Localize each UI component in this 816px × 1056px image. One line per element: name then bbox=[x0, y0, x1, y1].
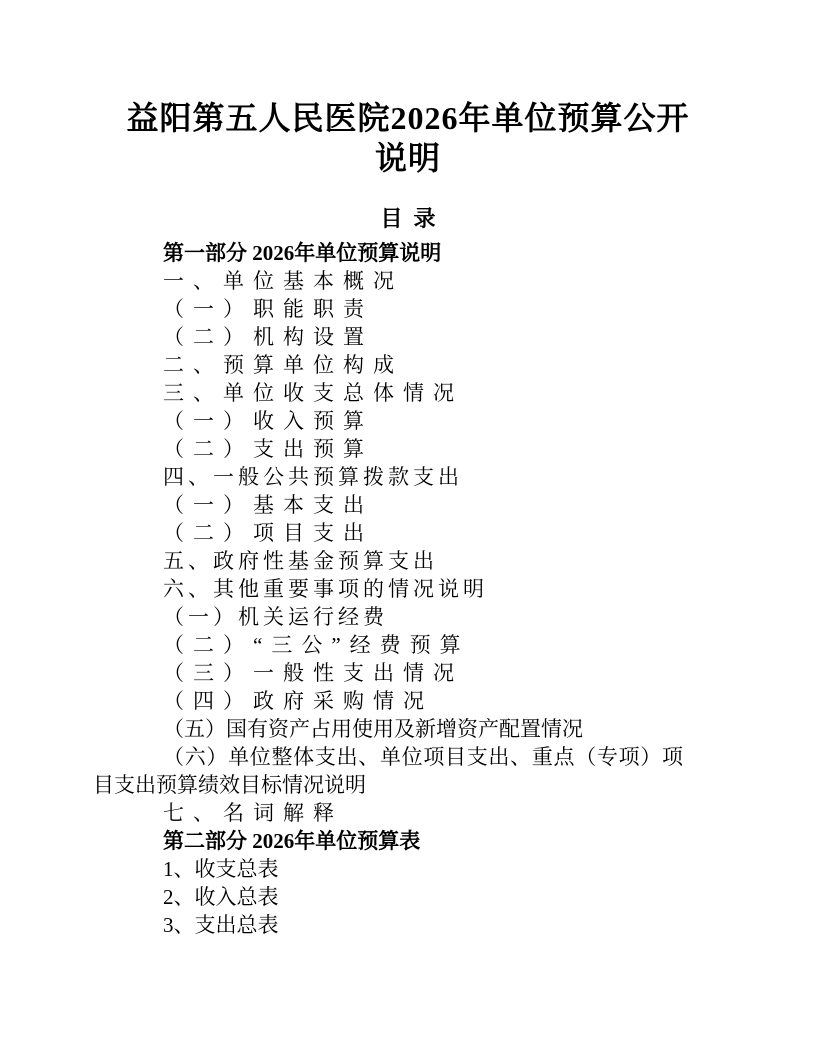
toc-heading: 目 录 bbox=[380, 206, 436, 231]
toc-item: （三）一般性支出情况 bbox=[163, 661, 463, 685]
toc-item: （二）机构设置 bbox=[163, 325, 373, 349]
toc-item: 七、名词解释 bbox=[163, 801, 343, 825]
toc-item: 六、其他重要事项的情况说明 bbox=[163, 577, 488, 601]
toc-item: （一）基本支出 bbox=[163, 493, 373, 517]
table-of-contents bbox=[93, 239, 683, 939]
toc-part1-heading: 第一部分 2026年单位预算说明 bbox=[163, 241, 442, 265]
toc-item: （二）项目支出 bbox=[163, 521, 373, 545]
toc-item: （一）机关运行经费 bbox=[163, 605, 388, 629]
toc-item: 五、政府性基金预算支出 bbox=[163, 549, 438, 573]
toc-item: 二、预算单位构成 bbox=[163, 353, 403, 377]
toc-part2-heading: 第二部分 2026年单位预算表 bbox=[163, 829, 421, 853]
toc-item: 2、收入总表 bbox=[163, 885, 279, 909]
toc-item: （一）职能职责 bbox=[163, 297, 373, 321]
toc-item: （五）国有资产占用使用及新增资产配置情况 bbox=[163, 717, 583, 741]
toc-item: 三、单位收支总体情况 bbox=[163, 381, 463, 405]
toc-item: （二）“三公”经费预算 bbox=[163, 633, 470, 657]
toc-item: （六）单位整体支出、单位项目支出、重点（专项）项目支出预算绩效目标情况说明 bbox=[93, 745, 683, 797]
toc-item: （一）收入预算 bbox=[163, 409, 373, 433]
document-title bbox=[0, 0, 816, 178]
toc-item: 四、一般公共预算拨款支出 bbox=[163, 465, 463, 489]
toc-item: （二）支出预算 bbox=[163, 437, 373, 461]
toc-item: 一、单位基本概况 bbox=[163, 269, 403, 293]
toc-item: 3、支出总表 bbox=[163, 913, 279, 937]
toc-item: 1、收支总表 bbox=[163, 857, 279, 881]
document-title-line2: 说明 bbox=[374, 140, 441, 176]
document-title-line1: 益阳第五人民医院2026年单位预算公开 bbox=[126, 100, 690, 136]
toc-item: （四）政府采购情况 bbox=[163, 689, 433, 713]
